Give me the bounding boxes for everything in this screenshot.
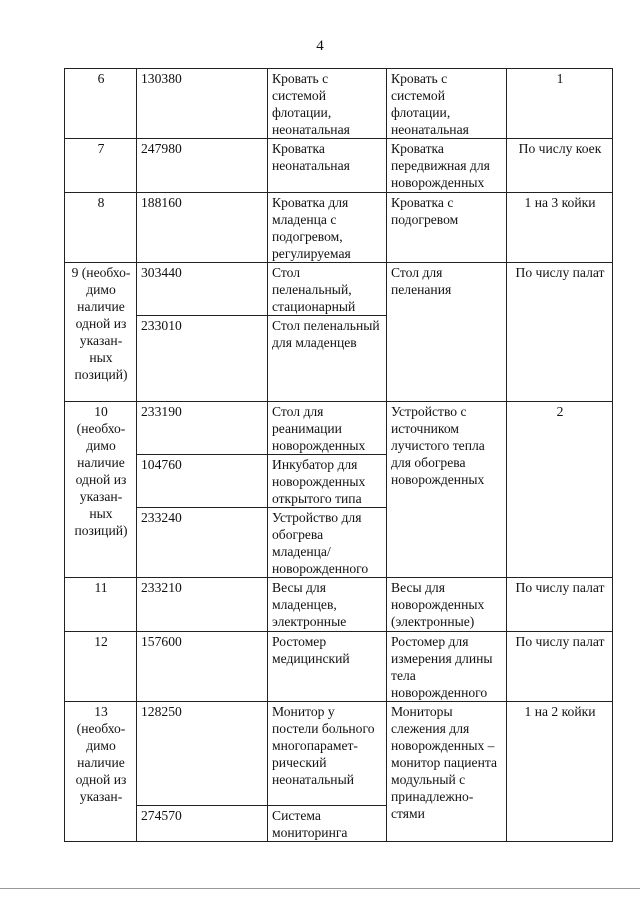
row-number: 8 bbox=[65, 193, 137, 263]
item-code: 274570 bbox=[137, 806, 268, 842]
equipment-table bbox=[64, 68, 613, 842]
item-code: 233010 bbox=[137, 316, 268, 402]
quantity: По числу палат bbox=[507, 578, 613, 632]
item-code: 157600 bbox=[137, 632, 268, 702]
item-code: 233210 bbox=[137, 578, 268, 632]
item-name: Система мониторинга bbox=[268, 806, 387, 842]
quantity: По числу коек bbox=[507, 139, 613, 193]
equipment-name: Стол для пеленания bbox=[387, 263, 507, 402]
table-row bbox=[65, 632, 613, 702]
item-name: Кроватка неонатальная bbox=[268, 139, 387, 193]
equipment-name: Ростомер для измерения длины тела новорожденного bbox=[387, 632, 507, 702]
item-code: 303440 bbox=[137, 263, 268, 316]
row-number: 11 bbox=[65, 578, 137, 632]
table-row bbox=[65, 193, 613, 263]
row-number: 12 bbox=[65, 632, 137, 702]
table-row bbox=[65, 263, 613, 316]
quantity: По числу палат bbox=[507, 632, 613, 702]
item-name: Кровать с системой флотации, неонатальная bbox=[268, 69, 387, 139]
item-code: 104760 bbox=[137, 455, 268, 508]
table-row bbox=[65, 402, 613, 455]
equipment-name: Мониторы слежения для новорожденных – монитор пациента модульный с принадлежно-стями bbox=[387, 702, 507, 842]
item-code: 128250 bbox=[137, 702, 268, 806]
row-number: 9 (необхо-димо наличие одной из указан-ных позиций) bbox=[65, 263, 137, 402]
item-code: 233240 bbox=[137, 508, 268, 578]
quantity: 1 на 3 койки bbox=[507, 193, 613, 263]
item-name: Стол для реанимации новорожденных bbox=[268, 402, 387, 455]
row-number: 10 (необхо-димо наличие одной из указан-ных позиций) bbox=[65, 402, 137, 578]
table-row bbox=[65, 69, 613, 139]
item-code: 188160 bbox=[137, 193, 268, 263]
page-number: 4 bbox=[316, 38, 324, 54]
item-code: 247980 bbox=[137, 139, 268, 193]
item-name: Стол пеленальный, стационарный bbox=[268, 263, 387, 316]
quantity: По числу палат bbox=[507, 263, 613, 402]
table-row bbox=[65, 702, 613, 806]
equipment-name: Кроватка передвижная для новорожденных bbox=[387, 139, 507, 193]
page-edge-line bbox=[0, 888, 640, 889]
table-row bbox=[65, 578, 613, 632]
quantity: 2 bbox=[507, 402, 613, 578]
item-code: 233190 bbox=[137, 402, 268, 455]
item-name: Ростомер медицинский bbox=[268, 632, 387, 702]
row-number: 13 (необхо-димо наличие одной из указан- bbox=[65, 702, 137, 842]
row-number: 7 bbox=[65, 139, 137, 193]
item-name: Стол пеленальный для младенцев bbox=[268, 316, 387, 402]
quantity: 1 bbox=[507, 69, 613, 139]
item-name: Весы для младенцев, электронные bbox=[268, 578, 387, 632]
item-code: 130380 bbox=[137, 69, 268, 139]
table-row bbox=[65, 139, 613, 193]
item-name: Устройство для обогрева младенца/ новорожденного bbox=[268, 508, 387, 578]
equipment-name: Кровать с системой флотации, неонатальная bbox=[387, 69, 507, 139]
equipment-name: Кроватка с подогревом bbox=[387, 193, 507, 263]
quantity: 1 на 2 койки bbox=[507, 702, 613, 842]
equipment-name: Устройство с источником лучистого тепла для обогрева новорожденных bbox=[387, 402, 507, 578]
row-number: 6 bbox=[65, 69, 137, 139]
item-name: Инкубатор для новорожденных открытого типа bbox=[268, 455, 387, 508]
item-name: Монитор у постели больного многопарамет-рический неонатальный bbox=[268, 702, 387, 806]
equipment-name: Весы для новорожденных (электронные) bbox=[387, 578, 507, 632]
item-name: Кроватка для младенца с подогревом, регулируемая bbox=[268, 193, 387, 263]
